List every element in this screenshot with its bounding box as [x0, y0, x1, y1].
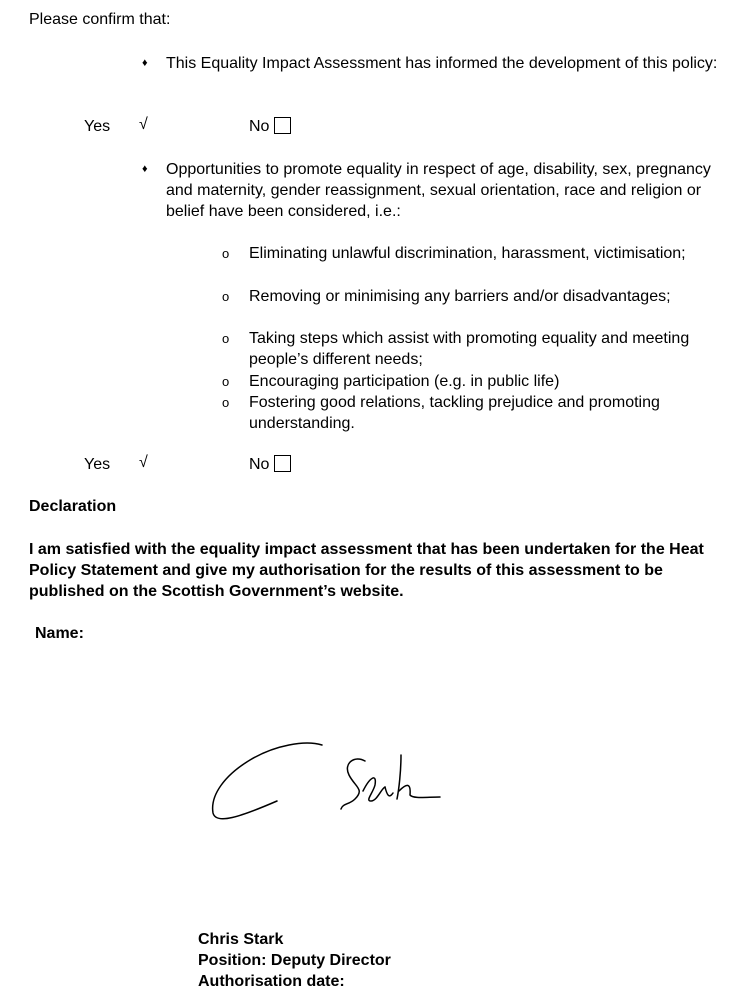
confirmation-statement-1: This Equality Impact Assessment has informed the development of this policy: — [166, 55, 718, 72]
yes-label-2: Yes — [84, 456, 111, 473]
sub-item-3: Taking steps which assist with promoting equality and meeting people’s different needs; — [249, 330, 690, 368]
signatory-name: Chris Stark — [198, 931, 284, 948]
yes-checkmark-1: √ — [139, 116, 148, 133]
declaration-heading: Declaration — [29, 498, 117, 515]
sub-item-5: Fostering good relations, tackling prejudice and promoting understanding. — [249, 394, 660, 432]
handwritten-signature — [205, 735, 450, 830]
sub-item-4: Encouraging participation (e.g. in public life) — [249, 373, 560, 390]
sub-bullet-icon: o — [222, 246, 230, 261]
yes-checkmark-2: √ — [139, 454, 148, 471]
no-label-2: No — [249, 456, 270, 473]
yes-label-1: Yes — [84, 118, 111, 135]
intro-text: Please confirm that: — [29, 11, 171, 28]
bullet-diamond-icon: ♦ — [142, 57, 148, 69]
sub-item-2: Removing or minimising any barriers and/or disadvantages; — [249, 288, 671, 305]
sub-bullet-icon: o — [222, 331, 230, 346]
name-label: Name: — [35, 625, 84, 642]
no-checkbox-1[interactable] — [274, 117, 291, 134]
declaration-text: I am satisfied with the equality impact assessment that has been undertaken for the Heat Policy Statement and give my authorisation for the results of this assessment to be published on the Scottish Government’s website. — [29, 541, 704, 600]
confirmation-statement-2: Opportunities to promote equality in respect of age, disability, sex, pregnancy and maternity, gender reassignment, sexual orientation, race and religion or belief have been considered, i.e.: — [166, 161, 711, 220]
sub-bullet-icon: o — [222, 395, 230, 410]
sub-bullet-icon: o — [222, 289, 230, 304]
bullet-diamond-icon: ♦ — [142, 163, 148, 175]
no-label-1: No — [249, 118, 270, 135]
sub-item-1: Eliminating unlawful discrimination, harassment, victimisation; — [249, 245, 686, 262]
sub-bullet-icon: o — [222, 374, 230, 389]
no-checkbox-2[interactable] — [274, 455, 291, 472]
authorisation-date-label: Authorisation date: — [198, 973, 345, 990]
signatory-position: Position: Deputy Director — [198, 952, 391, 969]
